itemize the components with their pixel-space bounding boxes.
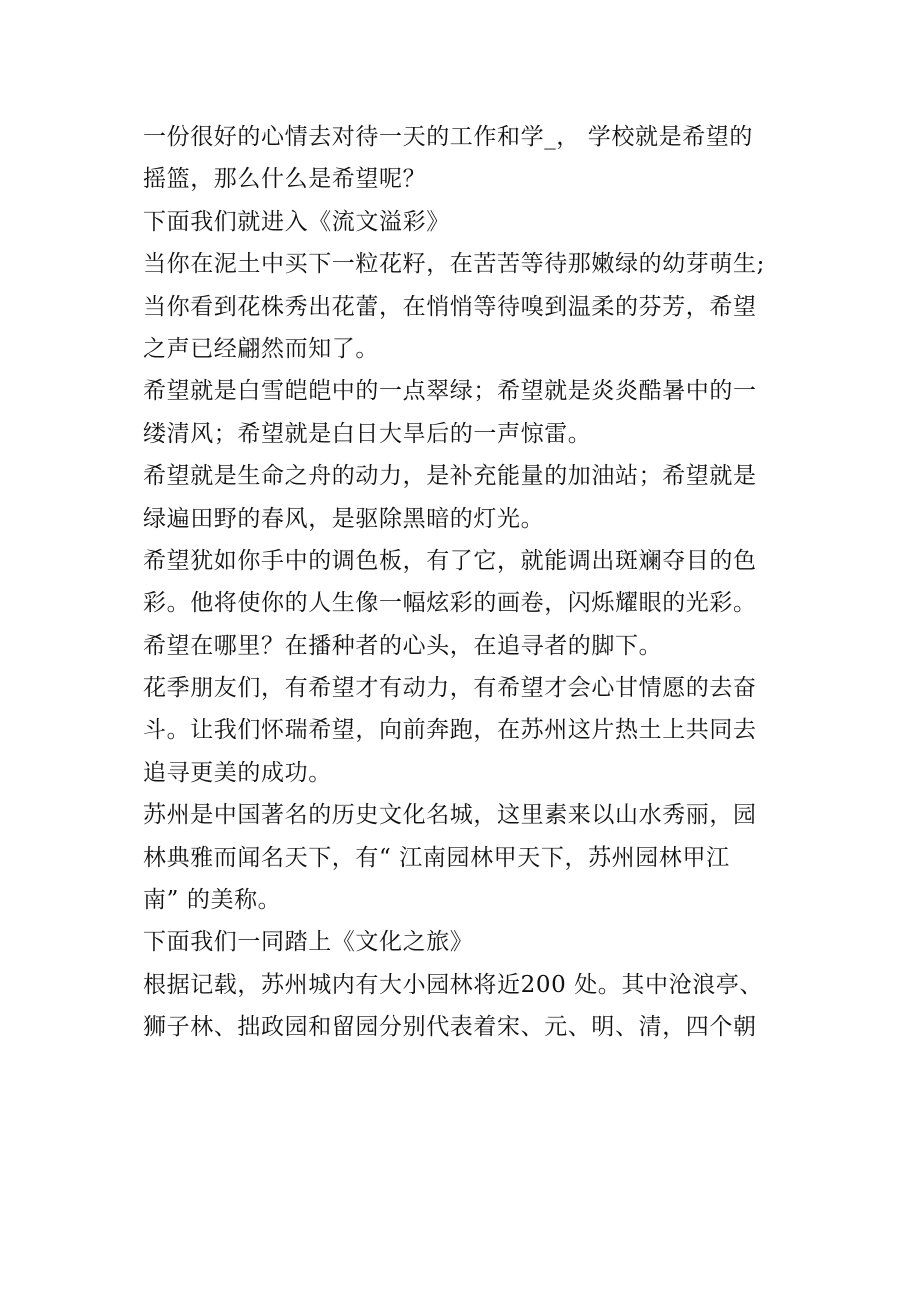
text-line: 之声已经翩然而知了。 <box>143 335 379 362</box>
text-line: 一份很好的心情去对待一天的工作和学_， 学校就是希望的 <box>143 124 754 150</box>
section-heading: 下面我们一同踏上《文化之旅》 <box>143 929 474 956</box>
text-line: 根据记载，苏州城内有大小园林将近200 处。其中沧浪亭、 <box>143 971 764 998</box>
text-line: 希望犹如你手中的调色板，有了它，就能调出斑斓夺目的色 <box>143 547 757 574</box>
text-line: 苏州是中国著名的历史文化名城，这里素来以山水秀丽，园 <box>143 802 757 829</box>
text-line: 绿遍田野的春风，是驱除黑暗的灯光。 <box>143 505 545 532</box>
text-line: 狮子林、拙政园和留园分别代表着宋、元、明、清，四个朝 <box>143 1014 757 1041</box>
text-line: 追寻更美的成功。 <box>143 759 332 786</box>
text-line: 林典雅而闻名天下，有“ 江南园林甲天下，苏州园林甲江 <box>143 844 730 871</box>
section-heading: 下面我们就进入《流文溢彩》 <box>143 208 450 235</box>
text-line: 斗。让我们怀瑞希望，向前奔跑，在苏州这片热土上共同去 <box>143 717 757 744</box>
text-line: 摇篮，那么什么是希望呢？ <box>143 166 427 193</box>
document-body <box>143 116 803 1049</box>
text-line: 希望在哪里？在播种者的心头，在追寻者的脚下。 <box>143 632 663 659</box>
text-line: 缕清风；希望就是白日大旱后的一声惊雷。 <box>143 420 592 447</box>
text-line: 希望就是白雪皑皑中的一点翠绿；希望就是炎炎酷暑中的一 <box>143 378 757 405</box>
text-line: 当你在泥土中买下一粒花籽，在苦苦等待那嫩绿的幼芽萌生; <box>143 251 765 278</box>
text-line: 当你看到花株秀出花蕾，在悄悄等待嗅到温柔的芬芳，希望 <box>143 293 757 320</box>
text-line: 花季朋友们，有希望才有动力，有希望才会心甘情愿的去奋 <box>143 675 757 702</box>
text-line: 南” 的美称。 <box>143 887 282 914</box>
text-line: 彩。他将使你的人生像一幅炫彩的画卷，闪烁耀眼的光彩。 <box>143 590 757 617</box>
text-line: 希望就是生命之舟的动力，是补充能量的加油站；希望就是 <box>143 463 757 490</box>
